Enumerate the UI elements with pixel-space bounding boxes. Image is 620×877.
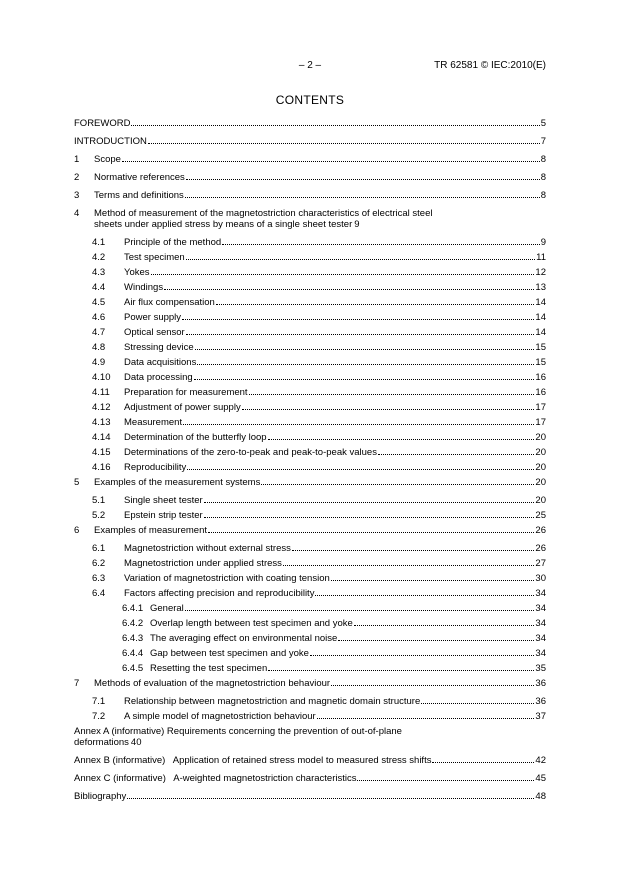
dot-leader bbox=[204, 502, 535, 503]
toc-entry-number: 5 bbox=[74, 477, 80, 488]
toc-entry-number: 4.7 bbox=[92, 327, 106, 338]
toc-entry-page: 8 bbox=[540, 190, 546, 201]
toc-entry[interactable] bbox=[74, 543, 546, 554]
toc-entry-page: 35 bbox=[535, 663, 546, 674]
toc-entry-title: Yokes bbox=[124, 267, 150, 278]
toc-entry[interactable] bbox=[74, 791, 546, 802]
toc-entry[interactable] bbox=[74, 510, 546, 521]
toc-entry-page: 26 bbox=[535, 543, 546, 554]
toc-entry-title: Determination of the butterfly loop bbox=[124, 432, 267, 443]
toc-entry[interactable] bbox=[74, 525, 546, 536]
toc-entry-number: 5.1 bbox=[92, 495, 106, 506]
toc-entry-title: Data acquisitions bbox=[124, 357, 197, 368]
toc-entry[interactable] bbox=[74, 755, 546, 766]
toc-entry-page: 34 bbox=[535, 588, 546, 599]
toc-entry-number: 6.4.1 bbox=[122, 603, 144, 614]
toc-entry-page: 42 bbox=[535, 755, 546, 766]
toc-entry[interactable] bbox=[74, 573, 546, 584]
toc-entry-page: 34 bbox=[535, 648, 546, 659]
toc-entry-title: Annex A (informative) Requirements concerning the prevention of out-of-plane bbox=[74, 726, 402, 737]
toc-entry-page: 9 bbox=[354, 219, 360, 230]
toc-entry-number: 6 bbox=[74, 525, 80, 536]
toc-entry[interactable] bbox=[74, 447, 546, 458]
toc-entry-page: 20 bbox=[535, 495, 546, 506]
toc-entry-title: INTRODUCTION bbox=[74, 136, 147, 147]
dot-leader bbox=[186, 259, 535, 260]
toc-entry-page: 37 bbox=[535, 711, 546, 722]
dot-leader bbox=[378, 454, 534, 455]
toc-entry-page: 20 bbox=[535, 432, 546, 443]
toc-entry-number: 4.2 bbox=[92, 252, 106, 263]
toc-entry[interactable] bbox=[74, 252, 546, 263]
toc-entry-number: 6.4.5 bbox=[122, 663, 144, 674]
toc-entry-number: 7.1 bbox=[92, 696, 106, 707]
toc-entry[interactable] bbox=[74, 267, 546, 278]
toc-entry[interactable] bbox=[74, 618, 546, 629]
toc-entry-page: 12 bbox=[535, 267, 546, 278]
toc-entry-number: 7.2 bbox=[92, 711, 106, 722]
toc-entry[interactable] bbox=[74, 402, 546, 413]
toc-entry-page: 34 bbox=[535, 603, 546, 614]
toc-entry-number: 2 bbox=[74, 172, 80, 183]
toc-entry-page: 15 bbox=[535, 357, 546, 368]
toc-entry[interactable] bbox=[74, 372, 546, 383]
dot-leader bbox=[164, 289, 534, 290]
toc-entry-number: 4.13 bbox=[92, 417, 111, 428]
dot-leader bbox=[292, 550, 535, 551]
toc-entry-number: 4 bbox=[74, 208, 80, 219]
toc-entry[interactable] bbox=[74, 462, 546, 473]
toc-entry-title: deformations bbox=[74, 737, 129, 748]
dot-leader bbox=[338, 640, 534, 641]
toc-entry[interactable] bbox=[74, 312, 546, 323]
toc-entry-title: General bbox=[150, 603, 184, 614]
toc-entry-title: Power supply bbox=[124, 312, 182, 323]
dot-leader bbox=[216, 304, 535, 305]
document-reference: TR 62581 © IEC:2010(E) bbox=[434, 60, 546, 71]
toc-entry-title: Air flux compensation bbox=[124, 297, 215, 308]
toc-entry[interactable] bbox=[74, 726, 546, 748]
toc-entry[interactable] bbox=[74, 603, 546, 614]
toc-entry-line bbox=[74, 726, 546, 737]
dot-leader bbox=[127, 798, 534, 799]
toc-entry-page: 45 bbox=[535, 773, 546, 784]
toc-entry-title: Measurement bbox=[124, 417, 183, 428]
toc-entry[interactable] bbox=[74, 696, 546, 707]
toc-entry-page: 14 bbox=[535, 327, 546, 338]
toc-entry-page: 17 bbox=[535, 417, 546, 428]
toc-entry[interactable] bbox=[74, 237, 546, 248]
toc-entry-title: Stressing device bbox=[124, 342, 194, 353]
toc-entry-title: Data processing bbox=[124, 372, 193, 383]
toc-entry[interactable] bbox=[74, 773, 546, 784]
dot-leader bbox=[183, 424, 534, 425]
toc-entry[interactable] bbox=[74, 118, 546, 129]
toc-entry-title: Overlap length between test specimen and yoke bbox=[150, 618, 353, 629]
dot-leader bbox=[421, 703, 534, 704]
dot-leader bbox=[354, 625, 535, 626]
toc-entry-number: 4.4 bbox=[92, 282, 106, 293]
toc-entry-number: 6.2 bbox=[92, 558, 106, 569]
toc-entry-page: 25 bbox=[535, 510, 546, 521]
toc-entry-title: sheets under applied stress by means of a single sheet tester bbox=[94, 219, 353, 230]
toc-entry[interactable] bbox=[74, 342, 546, 353]
toc-entry-number: 4.10 bbox=[92, 372, 111, 383]
toc-entry-number: 6.4.2 bbox=[122, 618, 144, 629]
dot-leader bbox=[432, 762, 534, 763]
toc-entry-page: 20 bbox=[535, 477, 546, 488]
toc-entry-title: Windings bbox=[124, 282, 164, 293]
toc-entry-page: 26 bbox=[535, 525, 546, 536]
toc-entry[interactable] bbox=[74, 648, 546, 659]
toc-entry-title: Single sheet tester bbox=[124, 495, 203, 506]
toc-entry[interactable] bbox=[74, 357, 546, 368]
toc-entry-page: 48 bbox=[535, 791, 546, 802]
toc-entry[interactable] bbox=[74, 190, 546, 201]
toc-entry-page: 8 bbox=[540, 172, 546, 183]
toc-entry-number: 6.1 bbox=[92, 543, 106, 554]
toc-entry-page: 30 bbox=[535, 573, 546, 584]
dot-leader bbox=[261, 484, 534, 485]
dot-leader bbox=[249, 394, 535, 395]
toc-entry-title: FOREWORD bbox=[74, 118, 131, 129]
toc-entry-page: 27 bbox=[535, 558, 546, 569]
toc-entry[interactable] bbox=[74, 417, 546, 428]
dot-leader bbox=[315, 595, 534, 596]
dot-leader bbox=[222, 244, 540, 245]
toc-entry-page: 15 bbox=[535, 342, 546, 353]
toc-entry-page: 36 bbox=[535, 696, 546, 707]
toc-entry-page: 5 bbox=[540, 118, 546, 129]
toc-entry-number: 4.5 bbox=[92, 297, 106, 308]
dot-leader bbox=[268, 439, 535, 440]
toc-entry-title: Gap between test specimen and yoke bbox=[150, 648, 309, 659]
toc-entry[interactable] bbox=[74, 558, 546, 569]
dot-leader bbox=[122, 161, 540, 162]
toc-entry-page: 16 bbox=[535, 387, 546, 398]
toc-entry-title: Normative references bbox=[94, 172, 185, 183]
dot-leader bbox=[242, 409, 535, 410]
toc-entry-number: 1 bbox=[74, 154, 80, 165]
dot-leader bbox=[194, 379, 535, 380]
dot-leader bbox=[197, 364, 534, 365]
toc-entry-number: 4.16 bbox=[92, 462, 111, 473]
toc-entry-number: 4.14 bbox=[92, 432, 111, 443]
toc-entry-line bbox=[74, 208, 546, 219]
page-number: – 2 – bbox=[298, 60, 322, 71]
toc-entry-title: Methods of evaluation of the magnetostriction behaviour bbox=[94, 678, 331, 689]
dot-leader bbox=[186, 334, 535, 335]
dot-leader bbox=[131, 125, 539, 126]
dot-leader bbox=[357, 780, 534, 781]
toc-entry[interactable] bbox=[74, 208, 546, 230]
toc-entry[interactable] bbox=[74, 282, 546, 293]
toc-entry[interactable] bbox=[74, 297, 546, 308]
toc-entry-page: 13 bbox=[535, 282, 546, 293]
toc-entry-number: 4.12 bbox=[92, 402, 111, 413]
toc-entry-page: 16 bbox=[535, 372, 546, 383]
toc-entry-line bbox=[74, 737, 546, 748]
dot-leader bbox=[331, 685, 534, 686]
toc-entry-number: 4.1 bbox=[92, 237, 106, 248]
toc-entry-number: 4.3 bbox=[92, 267, 106, 278]
dot-leader bbox=[208, 532, 534, 533]
page-title: CONTENTS bbox=[275, 93, 345, 107]
toc-entry-page: 40 bbox=[130, 737, 142, 748]
toc-entry-title: Factors affecting precision and reproducibility bbox=[124, 588, 315, 599]
toc-entry[interactable] bbox=[74, 387, 546, 398]
dot-leader bbox=[148, 143, 540, 144]
toc-entry-page: 14 bbox=[535, 297, 546, 308]
toc-entry-page: 9 bbox=[540, 237, 546, 248]
toc-entry-title: A simple model of magnetostriction behaviour bbox=[124, 711, 316, 722]
toc-entry-title: Resetting the test specimen bbox=[150, 663, 268, 674]
toc-entry-number: 4.11 bbox=[92, 387, 110, 398]
toc-entry-title: The averaging effect on environmental noise bbox=[150, 633, 338, 644]
dot-leader bbox=[187, 469, 534, 470]
toc-entry-title: Variation of magnetostriction with coating tension bbox=[124, 573, 330, 584]
dot-leader bbox=[185, 610, 535, 611]
dot-leader bbox=[182, 319, 534, 320]
toc-entry-title: Annex C (informative) A-weighted magnetostriction characteristics bbox=[74, 773, 357, 784]
toc-entry[interactable] bbox=[74, 663, 546, 674]
toc-entry-number: 6.3 bbox=[92, 573, 106, 584]
toc-entry-number: 5.2 bbox=[92, 510, 106, 521]
toc-entry-title: Magnetostriction under applied stress bbox=[124, 558, 282, 569]
dot-leader bbox=[195, 349, 535, 350]
dot-leader bbox=[151, 274, 535, 275]
toc-entry-title: Epstein strip tester bbox=[124, 510, 203, 521]
toc-entry[interactable] bbox=[74, 711, 546, 722]
toc-entry[interactable] bbox=[74, 495, 546, 506]
dot-leader bbox=[268, 670, 534, 671]
toc-entry-number: 6.4 bbox=[92, 588, 106, 599]
toc-entry-page: 7 bbox=[540, 136, 546, 147]
toc-entry-title: Reproducibility bbox=[124, 462, 187, 473]
toc-entry[interactable] bbox=[74, 477, 546, 488]
toc-entry[interactable] bbox=[74, 678, 546, 689]
toc-entry-number: 4.9 bbox=[92, 357, 106, 368]
toc-entry-number: 7 bbox=[74, 678, 80, 689]
toc-entry-title: Determinations of the zero-to-peak and peak-to-peak values bbox=[124, 447, 377, 458]
toc-entry-title: Terms and definitions bbox=[94, 190, 184, 201]
toc-entry-page: 14 bbox=[535, 312, 546, 323]
dot-leader bbox=[185, 197, 540, 198]
toc-entry-title: Scope bbox=[94, 154, 121, 165]
toc-entry[interactable] bbox=[74, 633, 546, 644]
toc-entry-number: 4.15 bbox=[92, 447, 111, 458]
toc-entry-page: 17 bbox=[535, 402, 546, 413]
toc-entry-title: Method of measurement of the magnetostriction characteristics of electrical steel bbox=[94, 208, 433, 219]
toc-entry-page: 36 bbox=[535, 678, 546, 689]
toc-entry-title: Magnetostriction without external stress bbox=[124, 543, 291, 554]
toc-entry-title: Principle of the method bbox=[124, 237, 222, 248]
toc-entry-page: 20 bbox=[535, 462, 546, 473]
table-of-contents bbox=[74, 118, 546, 809]
dot-leader bbox=[317, 718, 535, 719]
toc-entry-line bbox=[74, 219, 546, 230]
dot-leader bbox=[331, 580, 535, 581]
toc-entry-title: Annex B (informative) Application of retained stress model to measured stress shifts bbox=[74, 755, 432, 766]
toc-entry[interactable] bbox=[74, 154, 546, 165]
toc-entry-page: 11 bbox=[536, 252, 546, 263]
dot-leader bbox=[204, 517, 535, 518]
toc-entry-title: Optical sensor bbox=[124, 327, 185, 338]
dot-leader bbox=[283, 565, 535, 566]
toc-entry-page: 20 bbox=[535, 447, 546, 458]
toc-entry-title: Adjustment of power supply bbox=[124, 402, 241, 413]
toc-entry-title: Examples of the measurement systems bbox=[94, 477, 261, 488]
toc-entry-title: Examples of measurement bbox=[94, 525, 207, 536]
toc-entry-number: 4.8 bbox=[92, 342, 106, 353]
toc-entry[interactable] bbox=[74, 432, 546, 443]
toc-entry[interactable] bbox=[74, 136, 546, 147]
toc-entry[interactable] bbox=[74, 172, 546, 183]
toc-entry-title: Test specimen bbox=[124, 252, 185, 263]
toc-entry-title: Bibliography bbox=[74, 791, 127, 802]
dot-leader bbox=[186, 179, 540, 180]
dot-leader bbox=[310, 655, 534, 656]
toc-entry-title: Relationship between magnetostriction and magnetic domain structure bbox=[124, 696, 421, 707]
toc-entry-number: 4.6 bbox=[92, 312, 106, 323]
toc-entry-title: Preparation for measurement bbox=[124, 387, 248, 398]
toc-entry[interactable] bbox=[74, 327, 546, 338]
toc-entry[interactable] bbox=[74, 588, 546, 599]
toc-entry-number: 6.4.3 bbox=[122, 633, 144, 644]
toc-entry-number: 6.4.4 bbox=[122, 648, 144, 659]
toc-entry-page: 34 bbox=[535, 633, 546, 644]
toc-entry-page: 8 bbox=[540, 154, 546, 165]
toc-entry-number: 3 bbox=[74, 190, 80, 201]
toc-entry-page: 34 bbox=[535, 618, 546, 629]
